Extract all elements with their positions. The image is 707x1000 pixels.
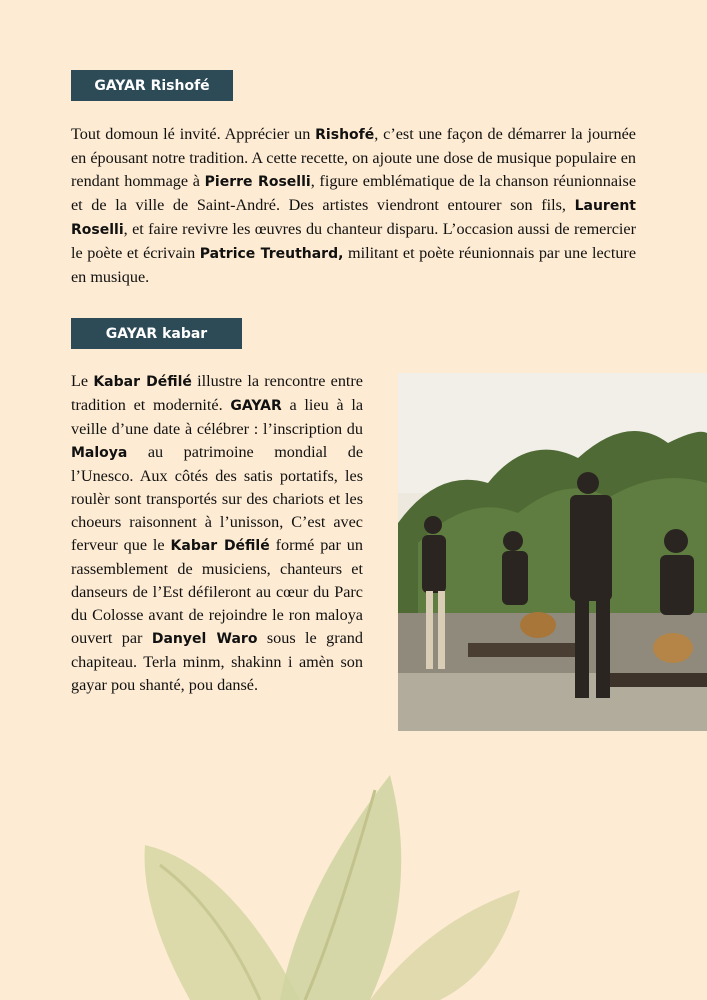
body-text: Le bbox=[71, 372, 94, 390]
decorative-leaves-illustration bbox=[130, 770, 550, 1000]
emphasis-text: Maloya bbox=[71, 445, 128, 461]
emphasis-text: Danyel Waro bbox=[151, 631, 258, 647]
body-text: illustre la rencontre entre tradition et modernité. bbox=[71, 372, 363, 414]
body-text: militant et poète réunionnais par une lecture en musique. bbox=[71, 244, 637, 286]
body-text: au patrimoine mondial de l’Unesco. Aux côtés des satis portatifs, les roulèr sont transportés sur des chariots et les choeurs raisonnent à l’unisson, C’est avec ferveur que le bbox=[71, 443, 363, 554]
emphasis-text: Rishofé bbox=[315, 127, 375, 143]
emphasis-text: Laurent Roselli bbox=[71, 198, 636, 238]
emphasis-text: Kabar Défilé bbox=[93, 374, 192, 390]
body-text: a lieu à la veille d’une date à célébrer : l’inscription du bbox=[71, 396, 363, 438]
paragraph-kabar bbox=[71, 370, 363, 697]
body-text: , figure emblématique de la chanson réunionnaise et de la ville de Saint-André. Des artistes viendront entourer son fils, bbox=[71, 172, 637, 214]
body-text: , c’est une façon de démarrer la journée en épousant notre tradition. A cette recette, on ajoute une dose de musique populaire en rendant hommage à bbox=[71, 125, 636, 190]
section-title-rishofe: GAYAR Rishofé bbox=[71, 70, 233, 101]
parade-photo bbox=[398, 373, 707, 731]
body-text: sous le grand chapiteau. Terla minm, shakinn i amèn son gayar pou shanté, pou dansé. bbox=[71, 629, 363, 694]
emphasis-text: Kabar Défilé bbox=[170, 538, 270, 554]
emphasis-text: GAYAR bbox=[230, 398, 282, 414]
body-text: formé par un rassemblement de musiciens, chanteurs et danseurs de l’Est défileront au cœur du Parc du Colosse avant de rejoindre le ron maloya ouvert par bbox=[71, 536, 363, 647]
emphasis-text: Pierre Roselli bbox=[204, 174, 311, 190]
paragraph-rishofe bbox=[71, 123, 636, 289]
emphasis-text: Patrice Treuthard, bbox=[199, 246, 344, 262]
section-title-kabar: GAYAR kabar bbox=[71, 318, 242, 349]
body-text: Tout domoun lé invité. Apprécier un bbox=[71, 125, 316, 143]
body-text: , et faire revivre les œuvres du chanteur disparu. L’occasion aussi de remercier le poète et écrivain bbox=[71, 220, 636, 262]
